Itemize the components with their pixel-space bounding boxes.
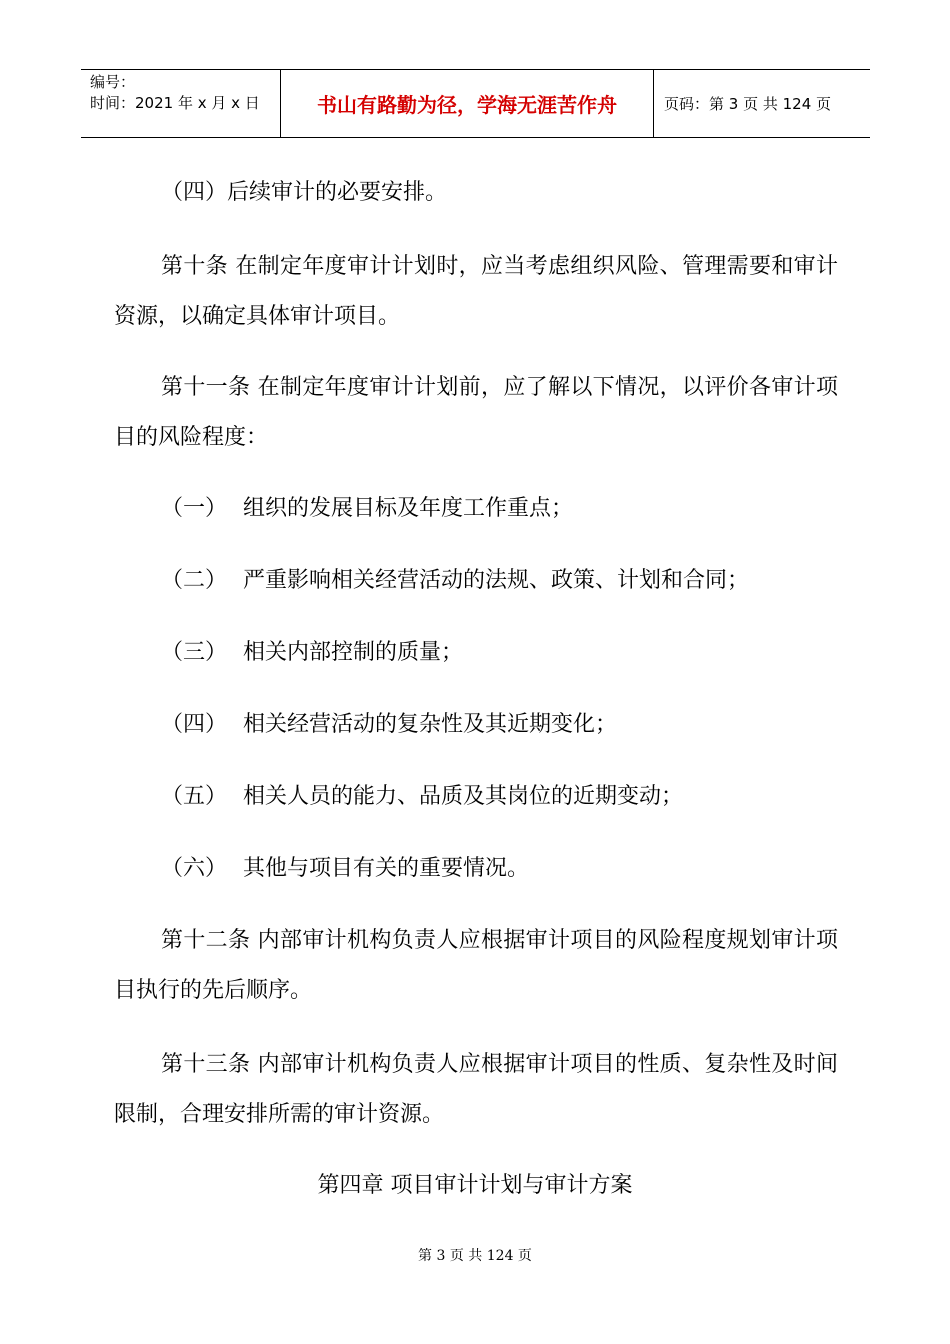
paragraph-item-4-followup: （四）后续审计的必要安排。 <box>161 180 448 205</box>
article-10: 第十条 在制定年度审计计划时，应当考虑组织风险、管理需要和审计资源，以确定具体审计项目。 <box>114 254 838 329</box>
list-item-number: （三） <box>161 640 228 665</box>
list-item <box>161 710 617 740</box>
header-page-info: 页码：第 3 页 共 124 页 <box>664 95 832 113</box>
list-item <box>161 566 749 596</box>
list-item-text: 其他与项目有关的重要情况。 <box>243 856 530 881</box>
list-item-number: （四） <box>161 712 228 737</box>
list-item-text: 严重影响相关经营活动的法规、政策、计划和合同； <box>243 568 750 593</box>
list-item-text: 相关人员的能力、品质及其岗位的近期变动； <box>243 784 684 809</box>
list-item-text: 相关经营活动的复杂性及其近期变化； <box>243 712 618 737</box>
list-item-text: 相关内部控制的质量； <box>243 640 464 665</box>
list-item-number: （一） <box>161 496 228 521</box>
article-11: 第十一条 在制定年度审计计划前，应了解以下情况，以评价各审计项目的风险程度： <box>114 375 838 450</box>
list-item-text: 组织的发展目标及年度工作重点； <box>243 496 574 521</box>
article-12: 第十二条 内部审计机构负责人应根据审计项目的风险程度规划审计项目执行的先后顺序。 <box>114 928 838 1003</box>
page-footer: 第 3 页 共 124 页 <box>418 1248 532 1264</box>
document-date: 时间：2021 年 x 月 x 日 <box>90 94 260 112</box>
article-13: 第十三条 内部审计机构负责人应根据审计项目的性质、复杂性及时间限制，合理安排所需的审计资源。 <box>114 1052 838 1127</box>
list-item <box>161 638 463 668</box>
header-meta <box>81 70 281 137</box>
header-motto: 书山有路勤为径，学海无涯苦作舟 <box>281 70 654 137</box>
document-header <box>81 69 870 138</box>
list-item <box>161 782 683 812</box>
list-item-number: （二） <box>161 568 228 593</box>
chapter-heading: 第四章 项目审计计划与审计方案 <box>317 1173 633 1198</box>
list-item <box>161 494 573 524</box>
list-item-number: （六） <box>161 856 228 881</box>
document-number-label: 编号： <box>90 73 136 91</box>
list-item <box>161 854 529 884</box>
list-item-number: （五） <box>161 784 228 809</box>
